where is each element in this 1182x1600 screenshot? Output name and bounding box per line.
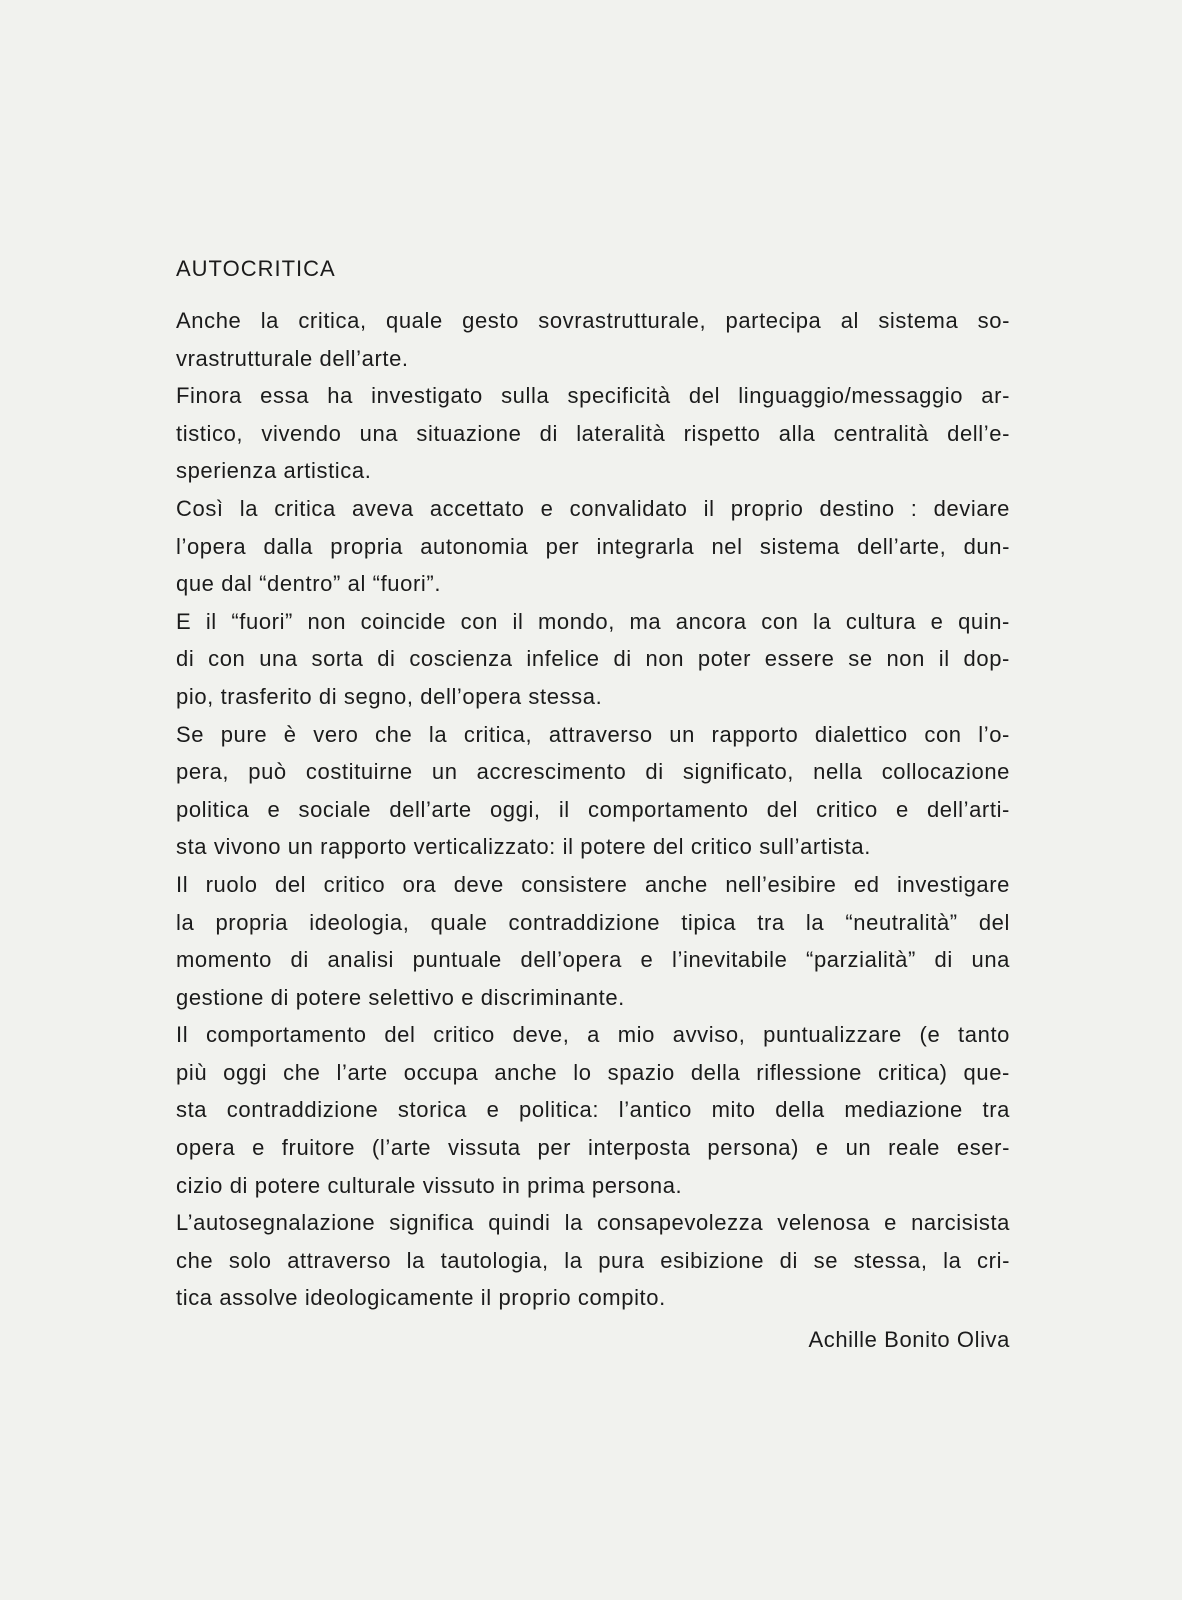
text-line: L’autosegnalazione significa quindi la consapevolezza velenosa e narcisista [176,1210,1010,1236]
text-line: Anche la critica, quale gesto sovrastrutturale, partecipa al sistema so- [176,308,1010,333]
text-line: Così la critica aveva accettato e convalidato il proprio destino : deviare [176,495,1010,521]
text-line: di con una sorta di coscienza infelice di non poter essere se non il dop- [176,646,1010,672]
text-line: la propria ideologia, quale contraddizione tipica tra la “neutralità” del [176,909,1010,935]
text-line: tica assolve ideologicamente il proprio compito. [176,1285,666,1311]
text-line: vrastrutturale dell’arte. [176,345,409,371]
text-line: gestione di potere selettivo e discriminante. [176,984,625,1010]
essay-text-block [176,250,1010,1359]
text-line: momento di analisi puntuale dell’opera e l’inevitabile “parzialità” di una [176,947,1010,973]
text-line: que dal “dentro” al “fuori”. [176,571,442,597]
text-line: cizio di potere culturale vissuto in prima persona. [176,1172,683,1198]
essay-body [176,302,1010,1317]
text-line: sta vivono un rapporto verticalizzato: il potere del critico sull’artista. [176,834,871,860]
text-line: Finora essa ha investigato sulla specificità del linguaggio/messaggio ar- [176,383,1010,409]
text-line: E il “fuori” non coincide con il mondo, ma ancora con la cultura e quin- [176,608,1010,634]
text-line: Il comportamento del critico deve, a mio avviso, puntualizzare (e tanto [176,1022,1010,1048]
text-line: più oggi che l’arte occupa anche lo spazio della riflessione critica) que- [176,1059,1010,1085]
text-line: pera, può costituirne un accrescimento di significato, nella collocazione [176,759,1010,785]
essay-title: AUTOCRITICA [176,256,336,281]
text-line: Il ruolo del critico ora deve consistere anche nell’esibire ed investigare [176,871,1010,897]
text-line: opera e fruitore (l’arte vissuta per interposta persona) e un reale eser- [176,1135,1010,1161]
author-signature: Achille Bonito Oliva [808,1327,1010,1353]
text-line: che solo attraverso la tautologia, la pura esibizione di se stessa, la cri- [176,1247,1010,1273]
text-line: sta contraddizione storica e politica: l’antico mito della mediazione tra [176,1097,1010,1123]
text-line: politica e sociale dell’arte oggi, il comportamento del critico e dell’arti- [176,796,1010,822]
text-line: Se pure è vero che la critica, attraverso un rapporto dialettico con l’o- [176,721,1010,747]
text-line: l’opera dalla propria autonomia per integrarla nel sistema dell’arte, dun- [176,533,1010,559]
text-line: sperienza artistica. [176,458,372,484]
text-line: pio, trasferito di segno, dell’opera stessa. [176,683,603,709]
text-line: tistico, vivendo una situazione di lateralità rispetto alla centralità dell’e- [176,420,1010,446]
